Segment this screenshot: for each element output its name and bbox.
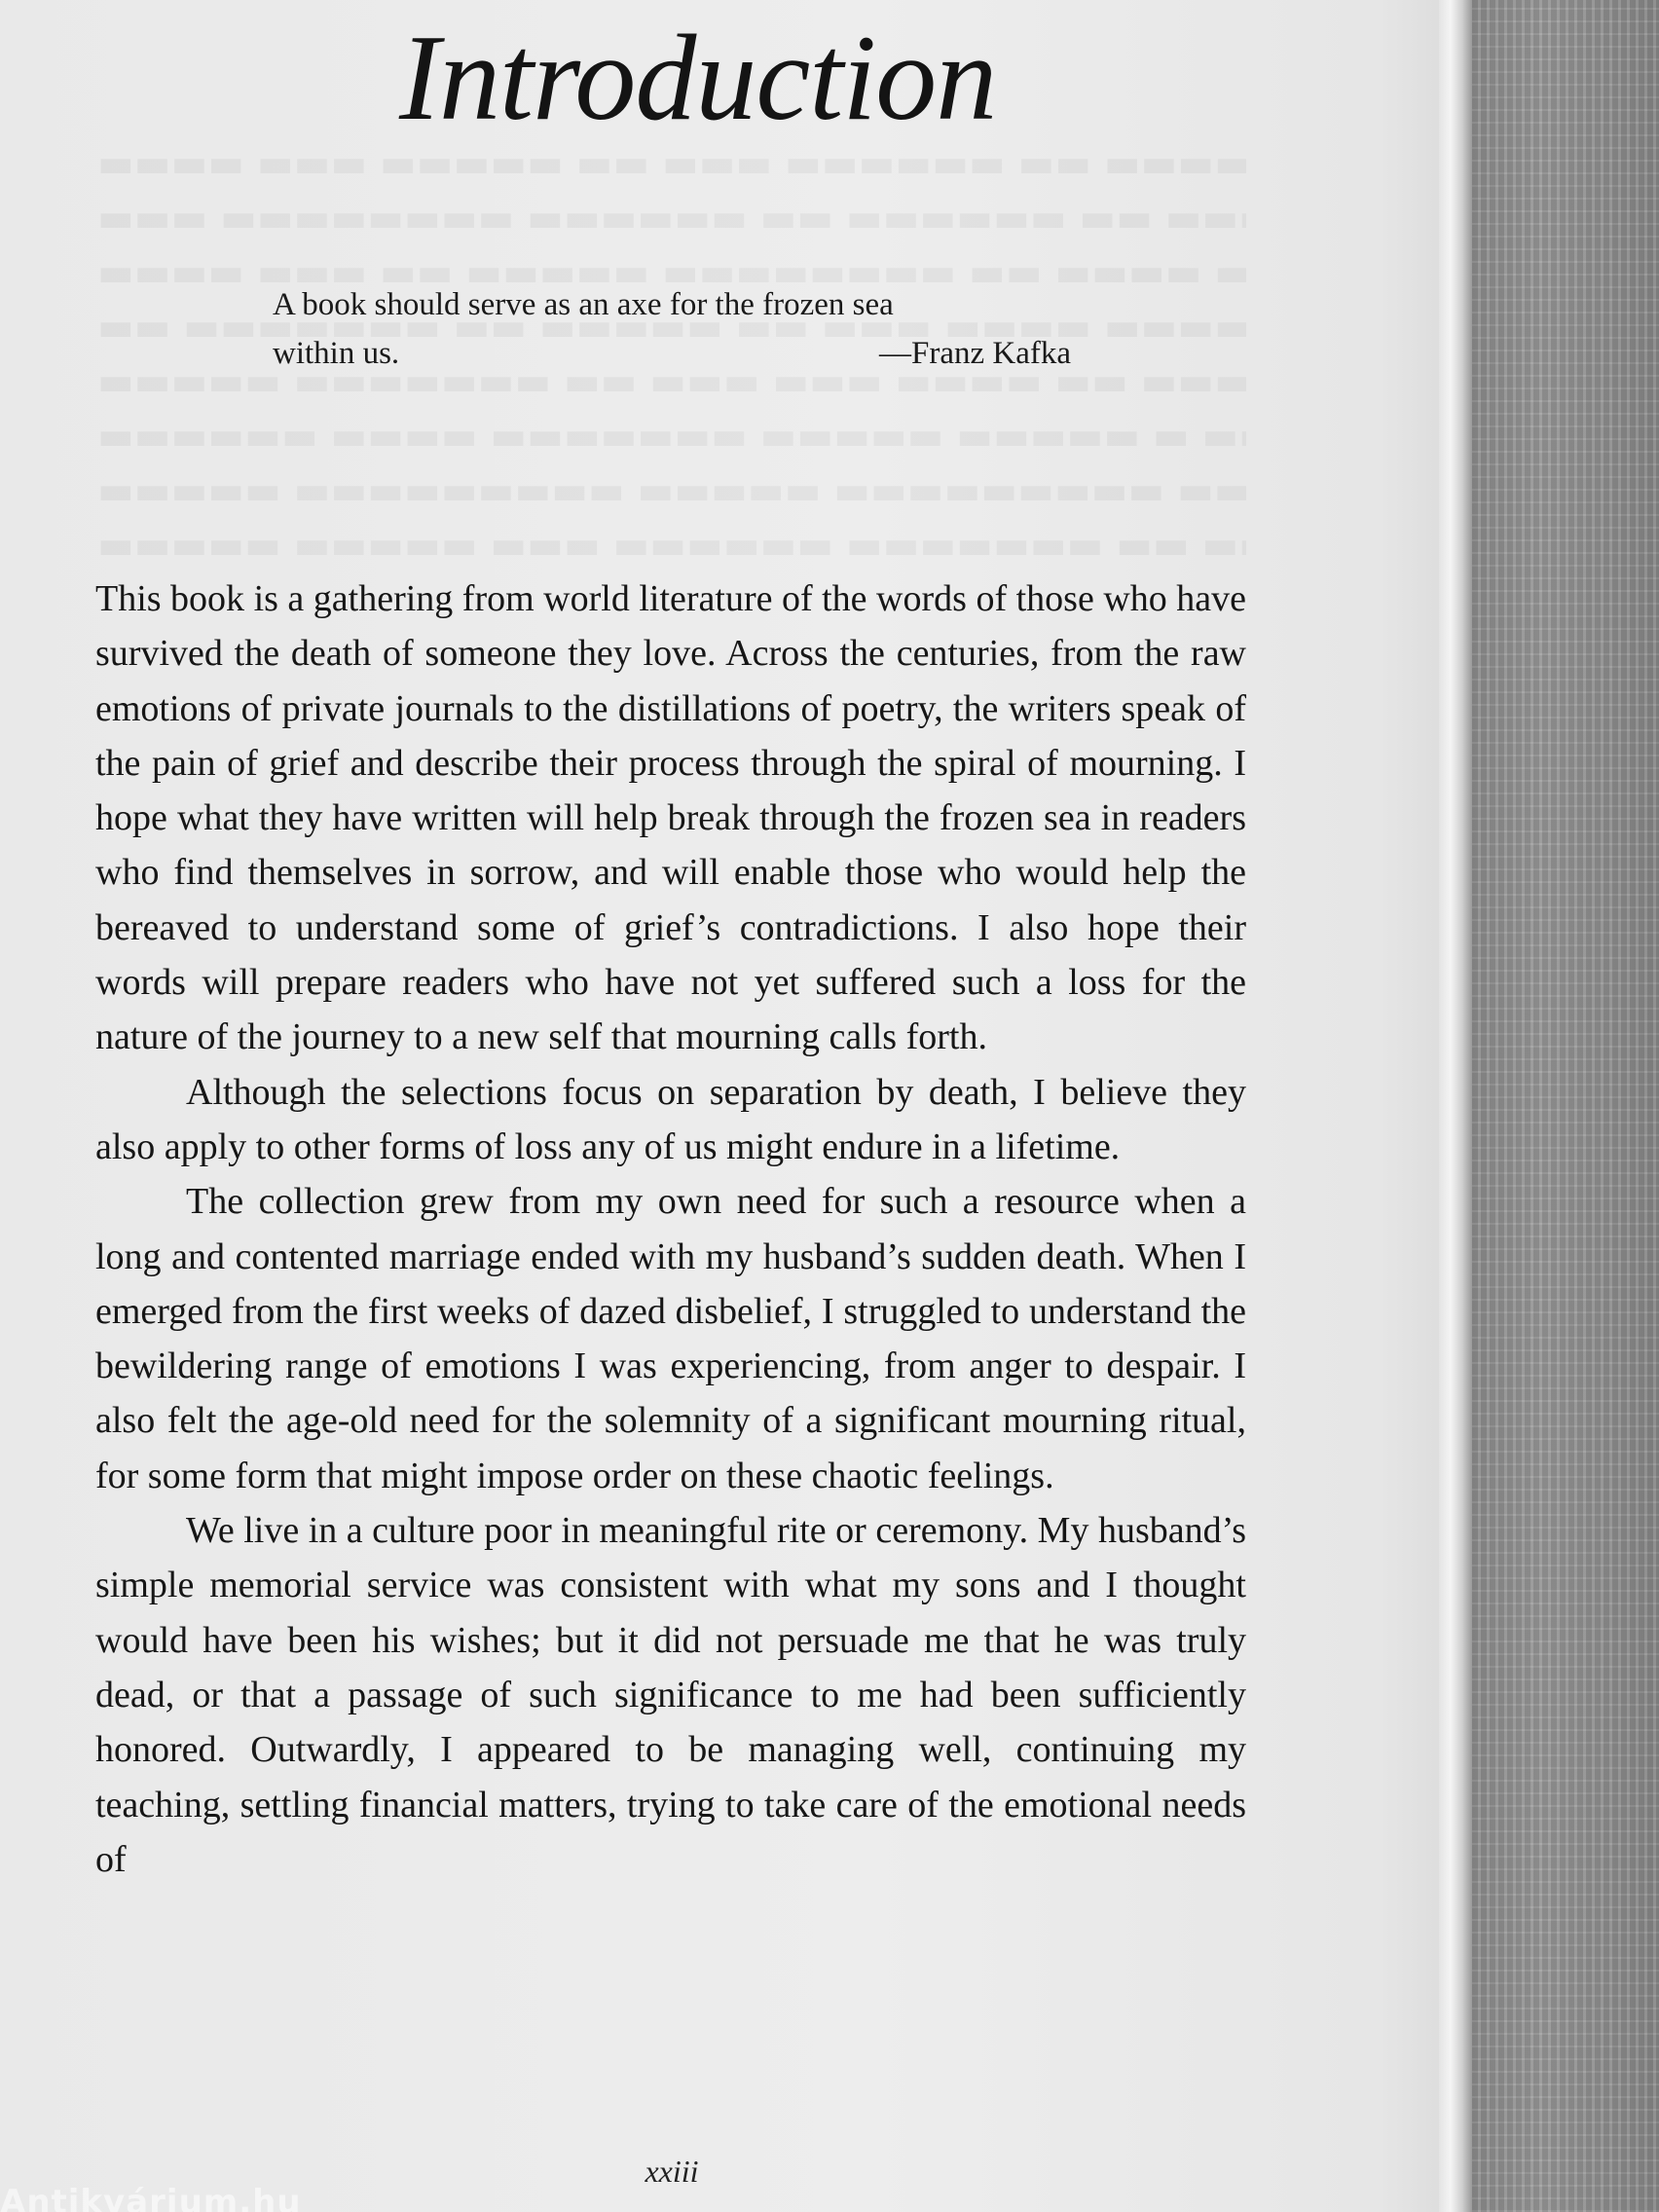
epigraph-attribution: —Franz Kafka	[878, 336, 1071, 371]
page-title: Introduction	[399, 11, 997, 146]
page-edge	[1439, 0, 1472, 2212]
page-number: xxiii	[645, 2154, 699, 2189]
watermark: Antikvárium.hu	[0, 2183, 302, 2212]
epigraph	[273, 280, 1071, 378]
epigraph-line	[273, 329, 1071, 378]
show-through-texture	[97, 463, 1246, 518]
body-text	[95, 571, 1246, 1887]
paragraph: The collection grew from my own need for such a resource when a long and contented marriage ended with my husband’s sudden death. When I emerged from the first weeks of dazed disbelief, I struggled to understand the bewildering range of emotions I was experiencing, from anger to despair. I also felt the age-old need for the solemnity of a significant mourning ritual, for some form that might impose order on these chaotic feelings.	[95, 1181, 1246, 1496]
paragraph: We live in a culture poor in meaningful rite or ceremony. My husband’s simple memorial service was consistent with what my sons and I thought would have been his wishes; but it did not persuade me that he was truly dead, or that a passage of such significance to me had been sufficiently honored. Outwardly, I appeared to be managing well, continuing my teaching, settling financial matters, trying to take care of the emotional needs of	[95, 1510, 1246, 1880]
show-through-texture	[97, 191, 1246, 245]
paragraph: Although the selections focus on separation by death, I believe they also apply to other forms of loss any of us might endure in a lifetime.	[95, 1071, 1246, 1167]
epigraph-line-end: within us.	[273, 336, 400, 371]
show-through-texture	[97, 518, 1246, 572]
background-surface	[1460, 0, 1659, 2212]
show-through-texture	[97, 409, 1246, 463]
paragraph: This book is a gathering from world literature of the words of those who have survived the death of someone they love. Across the centuries, from the raw emotions of private journals to the distillations of poetry, the writers speak of the pain of grief and describe their process through the spiral of mourning. I hope what they have written will help break through the frozen sea in readers who find themselves in sorrow, and will enable those who would help the bereaved to understand some of grief’s contradictions. I also hope their words will prepare readers who have not yet suffered such a loss for the nature of the journey to a new self that mourning calls forth.	[95, 578, 1246, 1058]
epigraph-line: A book should serve as an axe for the frozen sea	[273, 287, 894, 322]
